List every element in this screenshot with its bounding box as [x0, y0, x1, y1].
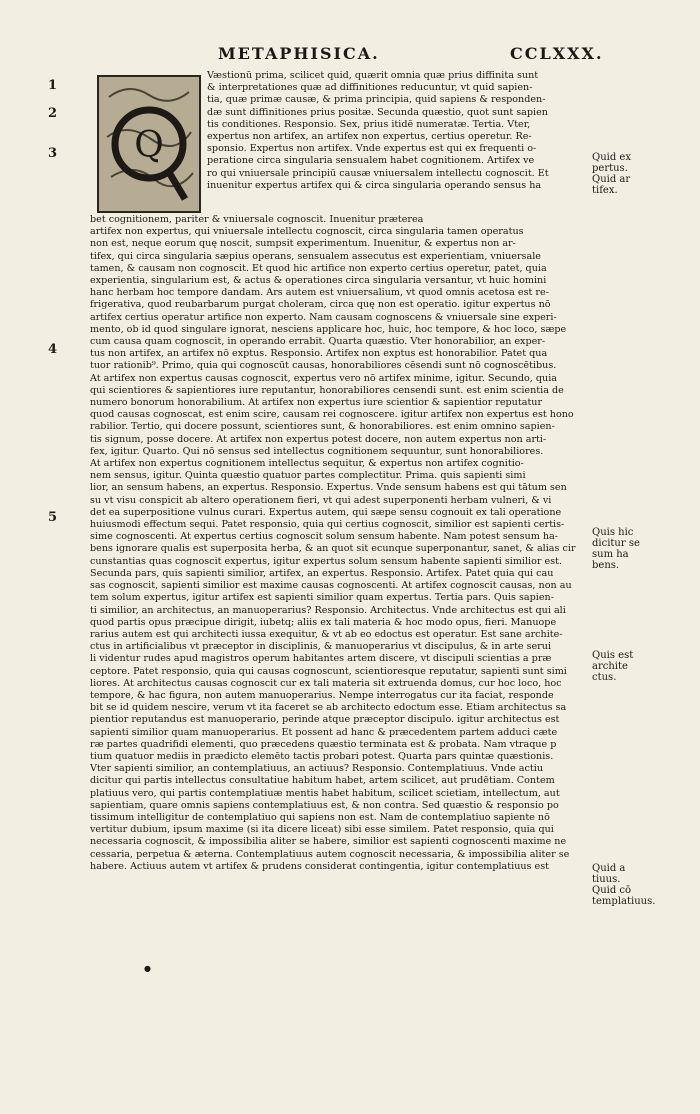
text-line: fex, igitur. Quarto. Qui nō sensus sed intellectus cognitionem sequuntur, sunt honorabiliores.	[90, 445, 544, 457]
text-line: liores. At architectus causas cognoscit cur ex tali materia sit extruenda domus, cur hoc loco, hoc	[90, 677, 562, 689]
text-line: sas cognoscit, sapienti similior est maxime causas cognoscenti. At artifex cognoscit causas, non au	[90, 580, 572, 592]
decorated-initial-letter	[97, 75, 201, 213]
text-line: dicitur qui partis intellectus consultatiue habitum habet, artem scilicet, aut prudētiam. Contem	[90, 775, 555, 787]
text-line: sapienti similior quam manuoperarius. Et possent ad hanc & præcedentem partem adduci cæte	[90, 726, 558, 738]
text-line: peratione circa singularia sensualem habet cognitionem. Artifex ve	[207, 155, 535, 167]
text-line: rarius autem est qui architecti iussa exequitur, & vt ab eo edoctus est operatur. Est sane archite-	[90, 628, 563, 640]
text-line: quod causas cognoscat, est enim scire, causam rei cognoscere. igitur artifex non expertus est hono	[90, 409, 574, 421]
margin-number: 1	[48, 78, 58, 93]
text-line: tem solum expertus, igitur artifex est sapienti similior quam expertus. Tertia pars. Quis sapien-	[90, 592, 554, 604]
text-line: cessaria, perpetua & æterna. Contemplatiuus autem cognoscit necessaria, & impossibilia aliter se	[90, 848, 570, 860]
text-line: sapientiam, quare omnis sapiens contemplatiuus est, & non contra. Sed quæstio & responsio po	[90, 799, 559, 811]
text-line: ti similior, an architectus, an manuoperarius? Responsio. Architectus. Vnde architectus est qui ali	[90, 604, 566, 616]
margin-gloss: Quis hic dicitur se sum ha bens.	[592, 527, 640, 571]
text-line: Vter sapienti similior, an contemplatiuus, an actiuus? Responsio. Contemplatiuus. Vnde actiu	[90, 763, 544, 775]
text-line: numero bonorum honorabilium. At artifex non expertus iure scientior & sapientior reputatur	[90, 397, 543, 409]
text-line: hanc herbam hoc tempore dandam. Ars autem est vniuersalium, vt quod omnis acetosa est re-	[90, 287, 549, 299]
text-line: mento, ob id quod singulare ignorat, nesciens applicare hoc, huic, hoc tempore, & hoc loco, sæpe	[90, 323, 567, 335]
text-line: frigerativa, quod reubarbarum purgat choleram, circa quę non est operatio. igitur expertus nō	[90, 299, 551, 311]
text-line: tus non artifex, an artifex nō exptus. Responsio. Artifex non exptus est honorabilior. Patet qua	[90, 348, 548, 360]
text-line: quod partis opus præcipue dirigit, iubetq; aliis ex tali materia & hoc modo opus, fieri. Manuope	[90, 616, 557, 628]
text-line: bet cognitionem, pariter & vniuersale cognoscit. Inuenitur præterea	[90, 214, 424, 225]
text-line: nem sensus, igitur. Quinta quæstio quatuor partes complectitur. Prima. quis sapienti simi	[90, 470, 526, 482]
text-line: ctus in artificialibus vt præceptor in disciplinis, & manuoperarius vt discipulus, & in arte serui	[90, 641, 552, 653]
text-line: At artifex non expertus causas cognoscit, expertus vero nō artifex minime, igitur. Secundo, quia	[90, 372, 557, 384]
svg-text:Q: Q	[134, 125, 164, 166]
text-line: & interpretationes quæ ad diffinitiones reducuntur, vt quid sapien-	[207, 82, 533, 94]
text-line: Væstionū prima, scilicet quid, quærit omnia quæ prius diffinita sunt	[207, 70, 539, 81]
text-line: At artifex non expertus cognitionem intellectus sequitur, & expertus non artifex cognitio-	[90, 458, 524, 470]
margin-number: 2	[48, 106, 58, 121]
text-line: lior, an sensum habens, an expertus. Responsio. Expertus. Vnde sensum habens est qui tātum sen	[90, 482, 567, 494]
text-line: expertus non artifex, an artifex non expertus, certius operetur. Re-	[207, 131, 532, 143]
text-line: tifex, qui circa singularia sæpius operans, sensualem assecutus est experientiam, vniuersale	[90, 250, 541, 262]
text-line: sponsio. Expertus non artifex. Vnde expertus est qui ex frequenti o-	[207, 143, 537, 155]
running-header-title: METAPHISICA.	[218, 44, 380, 63]
text-line: det ea superpositione vulnus curari. Expertus autem, qui sæpe sensu cognouit ex tali operatione	[90, 506, 562, 518]
text-line: tis conditiones. Responsio. Sex, prius itidē numeratæ. Tertia. Vter,	[207, 118, 531, 130]
text-line: tuor rationib⁹. Primo, quia qui cognoscūt causas, honorabiliores cēsendi sunt nō cognoscētibus.	[90, 360, 557, 372]
margin-gloss: Quid a tiuus. Quid cō templatiuus.	[592, 863, 656, 907]
text-line: non est, neque eorum quę noscit, sumpsit experimentum. Inuenitur, & expertus non ar-	[90, 238, 516, 250]
text-line: tis signum, posse docere. At artifex non expertus potest docere, non autem expertus non arti-	[90, 433, 547, 445]
text-line: huiusmodi effectum sequi. Patet responsio, quia qui certius cognoscit, similior est sapienti certis-	[90, 519, 565, 531]
text-line: ro qui vniuersale principiū causæ vniuersalem intellectu cognoscit. Et	[207, 167, 549, 179]
text-line: artifex certius operatur artifice non experto. Nam causam cognoscens & vniuersale sine experi-	[90, 311, 557, 323]
margin-number: 4	[48, 342, 58, 357]
text-line: cum causa quam cognoscit, in operando errabit. Quarta quæstio. Vter honorabilior, an exper-	[90, 336, 546, 348]
folio-number: CCLXXX.	[510, 44, 604, 63]
text-line: sime cognoscenti. At expertus certius cognoscit solum sensum habente. Nam potest sensum ha-	[90, 531, 558, 543]
text-line: pientior reputandus est manuoperario, perinde atque præceptor discipulo. igitur architectus est	[90, 714, 560, 726]
text-line: tamen, & causam non cognoscit. Et quod hic artifice non experto certius operetur, patet, quia	[90, 262, 547, 274]
text-line: dæ sunt diffinitiones prius positæ. Secunda quæstio, quot sunt sapien	[207, 106, 548, 118]
text-line: tium quatuor mediis in prædicto elemēto tactis probari potest. Quarta pars quintæ quæstionis.	[90, 750, 554, 762]
text-line: Secunda pars, quis sapienti similior, artifex, an expertus. Responsio. Artifex. Patet quia qui cau	[90, 567, 554, 579]
text-line: necessaria cognoscit, & impossibilia aliter se habere, similior est sapienti cognoscenti maxime ne	[90, 836, 567, 848]
text-line: bens ignorare qualis est superposita herba, & an quot sit ecunque superponantur, sanet, & alias cir	[90, 543, 576, 555]
text-line: inuenitur expertus artifex qui & circa singularia operando sensus ha	[207, 179, 542, 191]
text-line: qui scientiores & sapientiores iure reputantur, honorabiliores censendi sunt. est enim scientia de	[90, 384, 564, 396]
text-line: vertitur dubium, ipsum maxime (si ita dicere liceat) sibi esse similem. Patet responsio, quia qui	[90, 824, 554, 836]
margin-gloss: Quis est archite ctus.	[592, 650, 634, 683]
intro-text	[207, 70, 585, 192]
text-line: rabilior. Tertio, qui docere possunt, scientiores sunt, & honorabiliores. est enim omnino sapien-	[90, 421, 555, 433]
text-line: artifex non expertus, qui vniuersale intellectu cognoscit, circa singularia tamen operatus	[90, 226, 524, 238]
margin-number: 5	[48, 510, 58, 525]
text-line: cunstantias quas cognoscit expertus, igitur expertus solum sensum habente sapienti similior est.	[90, 555, 563, 567]
text-line: su vt visu conspicit ab altero operationem fieri, vt qui adest superponenti herbam vulneri, & vi	[90, 494, 552, 506]
text-line: experientia, singularium est, & actus & operationes circa singularia versantur, vt huic homini	[90, 275, 547, 287]
text-line: li videntur rudes apud magistros operum habitantes artem discere, vt discipuli scientias a præ	[90, 653, 552, 665]
bullet-ornament: ●	[144, 964, 151, 973]
text-line: ceptore. Patet responsio, quia qui causas cognoscunt, scientioresque reputatur, sapienti sunt simi	[90, 665, 567, 677]
text-line: ræ partes quadrifidi elementi, quo præcedens quæstio terminata est & probata. Nam vtraque p	[90, 738, 557, 750]
text-line: tia, quæ primæ causæ, & prima principia, quid sapiens & responden-	[207, 94, 546, 106]
margin-number: 3	[48, 146, 58, 161]
text-line: platiuus vero, qui partis contemplatiuæ mentis habet habitum, scilicet scietiam, intellectum, aut	[90, 787, 560, 799]
text-line: tempore, & hac figura, non autem manuoperarius. Nempe interrogatus cur ita faciat, responde	[90, 689, 554, 701]
text-line: bit se id quidem nescire, verum vt ita faceret se ab architecto edoctum esse. Etiam architectus sa	[90, 702, 567, 714]
text-line: habere. Actiuus autem vt artifex & prudens considerat contingentia, igitur contemplatiuus est	[90, 860, 549, 872]
body-text	[90, 214, 585, 873]
margin-gloss: Quid ex pertus. Quid ar tifex.	[592, 152, 631, 196]
text-line: tissimum intelligitur de contemplatiuo qui sapiens non est. Nam de contemplatiuo sapiente nō	[90, 811, 550, 823]
